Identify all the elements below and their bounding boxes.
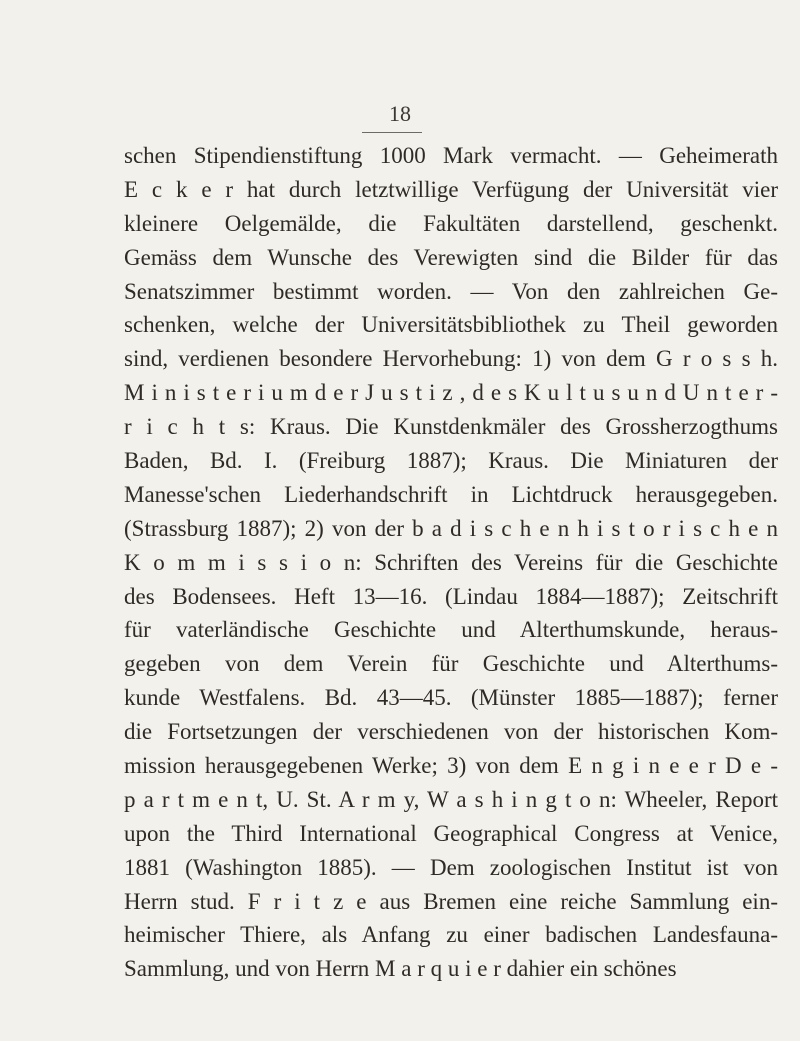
body-text	[124, 139, 778, 986]
text-line: sind, verdienen besondere Hervorhebung: 1) von dem G r o s s h.	[124, 346, 778, 372]
text-line: K o m m i s s i o n: Schriften des Vereins für die Geschichte	[124, 549, 778, 575]
text-line: M i n i s t e r i u m d e r J u s t i z , d e s K u l t u s u n d U n t e r -	[124, 380, 778, 406]
page-number: 18	[389, 101, 411, 126]
text-line: r i c h t s: Kraus. Die Kunstdenkmäler des Grossherzogthums	[124, 414, 778, 440]
text-line: Senatszimmer bestimmt worden. — Von den zahlreichen Ge-	[124, 278, 778, 304]
page-number-rule	[362, 132, 422, 133]
text-line: kunde Westfalens. Bd. 43—45. (Münster 1885—1887); ferner	[124, 685, 778, 711]
text-line: p a r t m e n t, U. St. A r m y, W a s h i n g t o n: Wheeler, Report	[124, 786, 778, 812]
text-line: die Fortsetzungen der verschiedenen von der historischen Kom-	[124, 719, 778, 745]
text-line: gegeben von dem Verein für Geschichte und Alterthums-	[124, 651, 778, 677]
text-line: kleinere Oelgemälde, die Fakultäten darstellend, geschenkt.	[124, 210, 778, 236]
text-line: schen Stipendienstiftung 1000 Mark vermacht. — Geheimerath	[124, 143, 778, 168]
text-line: des Bodensees. Heft 13—16. (Lindau 1884—1887); Zeitschrift	[124, 583, 778, 609]
text-line: 1881 (Washington 1885). — Dem zoologischen Institut ist von	[124, 854, 778, 880]
text-line: Manesse'schen Liederhandschrift in Lichtdruck herausgegeben.	[124, 481, 778, 507]
text-line: schenken, welche der Universitätsbibliothek zu Theil geworden	[124, 312, 778, 338]
text-line: Herrn stud. F r i t z e aus Bremen eine reiche Sammlung ein-	[124, 888, 778, 914]
text-line: Sammlung, und von Herrn M a r q u i e r dahier ein schönes	[124, 956, 677, 982]
text-line: Baden, Bd. I. (Freiburg 1887); Kraus. Die Miniaturen der	[124, 448, 778, 474]
text-line: für vaterländische Geschichte und Alterthumskunde, heraus-	[124, 617, 778, 643]
text-line: upon the Third International Geographical Congress at Venice,	[124, 820, 778, 846]
text-line: E c k e r hat durch letztwillige Verfügung der Universität vier	[124, 176, 778, 202]
text-line: (Strassburg 1887); 2) von der b a d i s c h e n h i s t o r i s c h e n	[124, 515, 778, 541]
text-line: Gemäss dem Wunsche des Verewigten sind die Bilder für das	[124, 244, 778, 270]
text-line: heimischer Thiere, als Anfang zu einer badischen Landesfauna-	[124, 922, 778, 948]
text-line: mission herausgegebenen Werke; 3) von dem E n g i n e e r D e -	[124, 753, 778, 779]
